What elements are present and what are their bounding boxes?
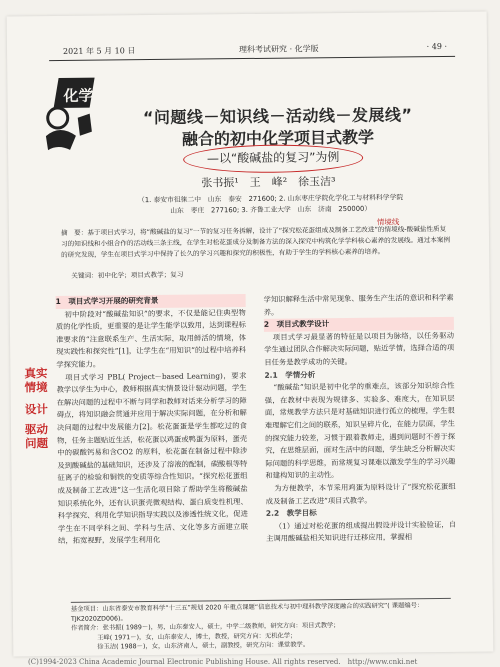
header-date: 2021 年 5 月 10 日 (62, 46, 136, 56)
column-logo (39, 74, 102, 155)
section-heading-2: 2 项目式教学设计 (264, 317, 454, 332)
paragraph: 为方便教学，本节采用鸡蛋为原料设计了“探究松花蛋组成及制备工艺改进”项目式教学。 (265, 481, 456, 506)
footnotes (71, 598, 452, 652)
subtitle: —以“酸碱盐的复习”为例 (206, 150, 340, 166)
annotation-situation-line: 情境线 (376, 217, 400, 227)
header-journal: 理科考试研究 · 化学版 (238, 44, 319, 55)
side-note-design: 设计 (24, 402, 48, 417)
section-heading-2-2: 2.2 教学目标 (265, 508, 317, 518)
footnote-author: 王峰( 1971－)，女，山东泰安人，博士，教授，研究方向：无机化学； (97, 632, 297, 642)
right-column (264, 292, 457, 546)
affiliations (91, 192, 451, 218)
left-column (56, 294, 249, 548)
logo-text: 化学 (63, 86, 94, 105)
abstract: 摘 要：基于项目式学习，将“酸碱盐的复习”一节的复习任务拆解，设计了“探究松花蛋组成及制备工艺改进”的情境线-酸碱盐性质复习的知识线和小组合作的活动线三条主线，在学生对松花蛋成分及制备方法的深入探究中构筑化学学科核心素养的发展线。通过本案例的研究发现，学生在项目式学习中保持了长久的学习兴趣和探究的积极性，有助于学生的学科核心素养的培养。 (60, 224, 451, 259)
title-line-1: “问题线－知识线－活动线－发展线” (142, 105, 413, 128)
side-note-real-situation: 真实 情境 (24, 366, 48, 395)
paragraph: （1）通过对松花蛋的组成提出假设并设计实验验证，自主调用酸碱盐相关知识进行迁移应用，掌握相 (266, 519, 457, 544)
header-page-number: · 49 · (426, 41, 448, 52)
side-note-driving-question: 驱动 问题 (24, 422, 49, 451)
section-heading-2-1: 2.1 学情分析 (264, 369, 316, 380)
paragraph: 初中阶段对“酸碱盐知识”的要求，不仅是能记住典型物质的化学性质，更重要的是让学生能学以致用，达到课程标准要求的“注意联系生产、生活实际，取用鲜活的情境，体现实践性和探究性”[1]，让学生在“用知识”的过程中培养科学探究能力。 (55, 307, 247, 369)
paragraph: 项目式学习最显著的特征是以项目为脉络，以任务驱动学生通过团队合作解决实际问题，贴近学情，选择合适的项目任务是教学成功的关键。 (264, 330, 455, 367)
paragraph: “酸碱盐”知识是初中化学的重难点，该部分知识综合性强，在教材中表现为规律多、实验多、难度大，在知识层面，常规教学方法只是对基础知识进行孤立的梳理，学生很难理解它们之间的联系，知识呈碎片化，在能力层面，学生的探究能力较差，习惯于跟着教师走，遇到问题时不善于探究，在思维层面，面对生活中的问题，学生缺乏分析解决实际问题的科学思维，而常规复习课难以激发学生的学习兴趣和建构知识的主动性。 (264, 381, 456, 481)
paragraph: 项目式学习 PBL( Project－based Learning)，要求教学以学生为中心，教师根据真实情景设计驱动问题，学生在解决问题的过程中不断与同学和教师对话来分析学习的障碍点，将知识融会贯通并应用于解决实际问题，在分析和解决问题的过程中发展能力[2]。松花蛋蛋是学生都吃过的食物，任务主题贴近生活，松花蛋以鸡蛋或鸭蛋为原料，蛋壳中的碳酸钙易和含CO2 的原料，松花蛋在制备过程中除涉及到酸碱盐的基础知识，还涉及了溶液的配制，碳酸根等特征离子的检验和铜铁的变质等综合性知识。“探究松花蛋组成及制备工艺改进”这一生活化项目除了帮助学生将酸碱盐知识系统化外，还有认识蛋壳微观结构、蛋白质变性机理、科学探究、利用化学知识指导实践以及渗透性统文化，促进学生在不同学科之间、学科与生活、文化等多方面建立联结，拓宽视野，发展学生利用化 (56, 370, 249, 546)
journal-page (7, 12, 494, 657)
keywords: 关键词：初中化学；项目式教学；复习 (71, 270, 184, 280)
affiliation-line: （1. 泰安市徂徕二中 山东 泰安 271600; 2. 山东枣庄学院化学化工与材料科学学院 (137, 193, 404, 205)
section-heading-1: 1 项目式学习开展的研究背景 (56, 294, 246, 309)
footnote-author: 作者简介：张书振( 1989－)，男，山东泰安人，硕士，中学二级教师，研究方向：项目式教学； (71, 622, 340, 632)
affiliation-line: 山东 枣庄 277160; 3. 齐鲁工业大学 山东 济南 250000） (170, 204, 372, 215)
authors: 张书振¹ 王 峰² 徐玉洁³ (201, 175, 336, 190)
footnote-author: 徐玉洁( 1988－)，女，山东济南人，硕士，副教授，研究方向：课堂教学。 (97, 641, 310, 651)
paragraph: 学知识解释生活中常见现象、服务生产生活的意识和科学素养。 (263, 292, 454, 317)
running-header (49, 42, 455, 61)
copyright-line: (C)1994-2023 China Academic Journal Electronic Publishing House. All rights reserved. http://www.cnki.net (28, 658, 418, 666)
footnote-funding: 基金项目：山东省泰安市教育科学“十三五”规划 2020 年重点课题“信息技术与初中理科教学深度融合的实践研究”( 课题编号：TJK2020ZD006)。 (70, 602, 424, 623)
title-line-2: 融合的初中化学项目式教学 (181, 127, 375, 149)
